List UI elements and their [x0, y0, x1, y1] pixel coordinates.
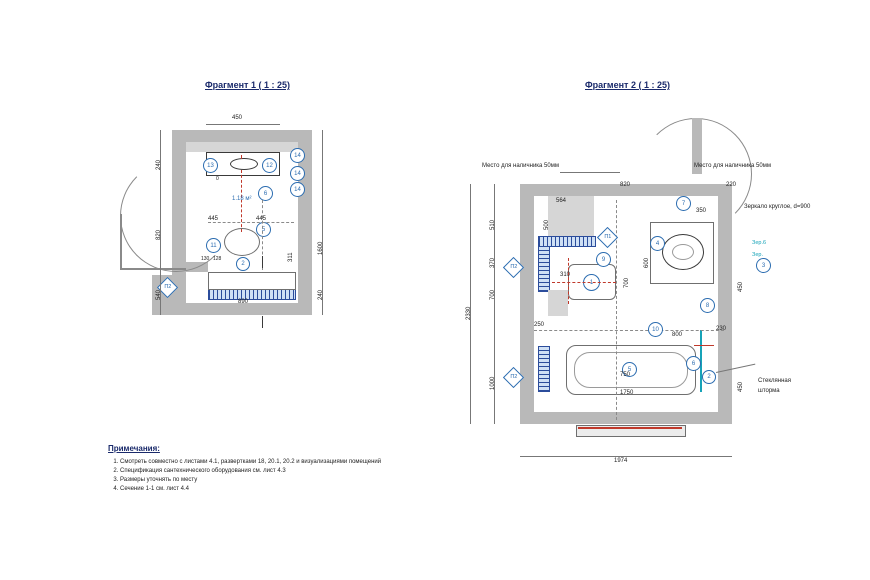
dimline-top: [206, 124, 280, 125]
f2-dim-820: 820: [620, 182, 631, 188]
note-item: 3. Размеры уточнять по месту: [120, 476, 550, 485]
f2-mark-7: 7: [676, 196, 691, 211]
dim-890: 890: [238, 299, 249, 305]
mark-p2: П2: [157, 277, 178, 298]
f2-basin-bowl: [672, 244, 694, 260]
f2-dim-1000: 1000: [490, 376, 496, 390]
dim-311: 311: [288, 252, 294, 262]
f2-dim-800: 800: [672, 332, 683, 338]
mark-14-b: 14: [290, 166, 305, 181]
f2-dim-700: 700: [490, 289, 496, 300]
section-mark-top: [262, 256, 263, 268]
f2-dim-500: 500: [544, 219, 550, 230]
f2-dim-310: 310: [560, 272, 571, 278]
f2-mark-2: 2: [702, 370, 716, 384]
f2-dim-450b: 450: [738, 381, 744, 392]
f2-mark-9: 9: [596, 252, 611, 267]
f2-axis-red-v: [568, 258, 569, 304]
dim-820: 820: [156, 229, 162, 240]
mark-5: 5: [256, 222, 271, 237]
area-label: 1.18 м²: [232, 196, 252, 202]
mark-12: 12: [262, 158, 277, 173]
f2-axis-red-h: [552, 282, 616, 283]
faucet: [241, 155, 242, 159]
note-item: 2. Спецификация сантехнического оборудования см. лист 4.3: [120, 467, 550, 476]
f2-mark-6: 6: [686, 356, 701, 371]
label-glass-2: шторма: [758, 388, 780, 394]
f2-niche2: [548, 290, 568, 316]
f2-mark-p1: П1: [597, 227, 618, 248]
mark-2: 2: [236, 257, 250, 271]
f2-dim-450a: 450: [738, 281, 744, 292]
notes-header: Примечания:: [108, 444, 160, 453]
dim-445-a: 445: [208, 216, 219, 222]
dim-1600: 1600: [318, 241, 324, 255]
fragment1-title: Фрагмент 1 ( 1 : 25): [205, 80, 290, 90]
label-glass-1: Стеклянная: [758, 378, 792, 384]
f2-dimline-bottom: [520, 456, 732, 457]
fixture-outline: [224, 228, 260, 256]
f2-dim-1974: 1974: [614, 458, 628, 464]
f2-axis-dash-h: [534, 330, 724, 331]
f2-mark-4: 4: [650, 236, 665, 251]
bath-tub: [208, 272, 296, 290]
f2-dim-250: 250: [534, 322, 545, 328]
glass-screen-axis: [694, 345, 714, 346]
f2-dim-750: 750: [620, 372, 631, 378]
label-casing-left: Место для наличника 50мм: [482, 163, 559, 169]
mark-6: 6: [258, 186, 273, 201]
mark-14-c: 14: [290, 182, 305, 197]
f2-wall-left: [520, 184, 534, 424]
f2-dim-220: 220: [726, 182, 737, 188]
label-mirror: Зеркало круглое, d=900: [744, 204, 811, 210]
dimline-left: [160, 130, 161, 315]
f2-mark-p2-a: П2: [503, 257, 524, 278]
f2-partition-h: [538, 236, 596, 247]
bath-screen-red: [578, 427, 682, 429]
dim-zero: 0: [216, 176, 219, 182]
dimline-right: [322, 130, 323, 315]
axis-dash-h: [208, 222, 294, 223]
f2-mark-p2-b: П2: [503, 367, 524, 388]
dim-128: 128: [213, 256, 222, 262]
note-item: 1. Смотреть совместно с листами 4.1, развертками 18, 20.1, 20.2 и визуализациями помещений: [120, 458, 550, 467]
label-mirror-small2: Зер.: [752, 252, 763, 258]
f2-mark-3: 3: [756, 258, 771, 273]
note-item: 4. Сечение 1-1 см. лист 4.4: [120, 485, 550, 494]
door-threshold: [120, 268, 186, 270]
f2-dim-564: 564: [556, 198, 567, 204]
dim-130: 130: [201, 256, 210, 262]
dim-540: 540: [156, 289, 162, 300]
mark-13: 13: [203, 158, 218, 173]
f2-wall-bottom: [520, 412, 732, 424]
f2-partition-v2: [538, 346, 550, 392]
dim-240-right: 240: [318, 289, 324, 300]
f2-dim-1750: 1750: [620, 390, 634, 396]
f2-dim-230: 230: [716, 326, 727, 332]
wall-inner-top: [186, 142, 298, 152]
f2-dim-510: 510: [490, 219, 496, 230]
f2-mark-8: 8: [700, 298, 715, 313]
f2-mark-5: 5: [622, 362, 637, 377]
mark-14-a: 14: [290, 148, 305, 163]
door-leaf: [120, 214, 122, 270]
section-mark-bottom: [262, 316, 263, 328]
fragment2-title: Фрагмент 2 ( 1 : 25): [585, 80, 670, 90]
f2-mark-1: 1: [583, 274, 600, 291]
dim-445-b: 445: [256, 216, 267, 222]
f2-mark-10: 10: [648, 322, 663, 337]
f2-dim-700b: 700: [624, 277, 630, 288]
mark-11: 11: [206, 238, 221, 253]
notes-list: [108, 458, 550, 494]
f2-niche: [548, 196, 594, 236]
dim-240-left: 240: [156, 159, 162, 170]
f2-dim-600: 600: [644, 257, 650, 268]
f2-dim-350: 350: [696, 208, 707, 214]
f2-dim-2330: 2330: [466, 306, 472, 320]
washbasin: [230, 158, 258, 170]
wall-top: [172, 130, 312, 142]
f2-dim-370: 370: [490, 257, 496, 268]
f2-axis-dash-v: [616, 200, 617, 420]
label-casing-right: Место для наличника 50мм: [694, 163, 771, 169]
dim-450: 450: [232, 115, 243, 121]
f2-dimline-left2: [470, 184, 471, 424]
label-mirror-small: Зер.6: [752, 240, 767, 246]
